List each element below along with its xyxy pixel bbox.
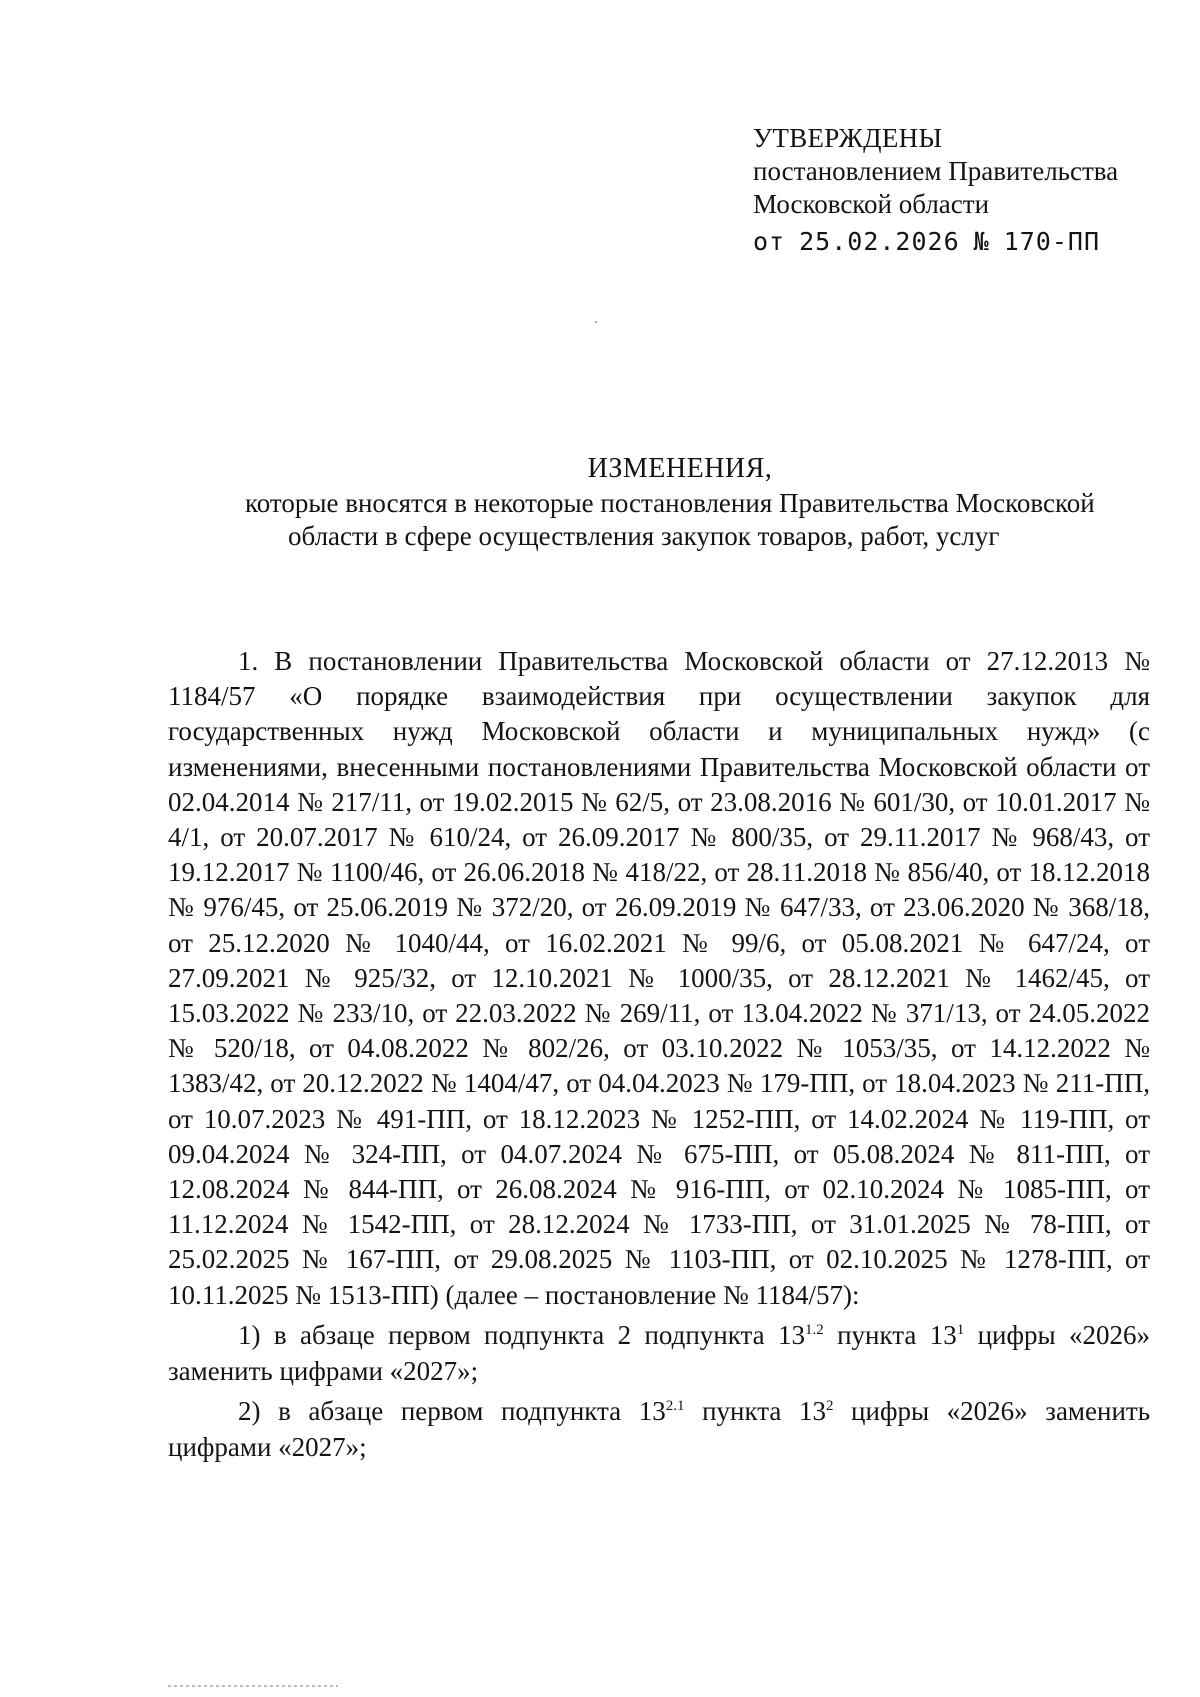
approval-line-1: постановлением Правительства <box>753 156 1119 186</box>
item-1-text-a: 1) в абзаце первом подпункта 2 подпункта 13 <box>238 1319 805 1350</box>
item-1-text-b: пункта 13 <box>823 1319 957 1350</box>
approval-date: 25.02.2026 <box>799 227 960 256</box>
item-2-superscript-1: 2.1 <box>665 1397 685 1414</box>
title-subtitle-line-2: области в сфере осуществления закупок товаров, работ, услуг <box>288 521 1000 551</box>
approval-number-sign: № <box>973 227 990 256</box>
approval-number-line <box>753 225 1118 258</box>
scan-artifact-line <box>168 1685 338 1687</box>
item-1-text-c: цифры «2026» заменить цифрами «2027»; <box>168 1319 1150 1386</box>
approval-from: от <box>753 227 786 256</box>
item-2-text-b: пункта 13 <box>684 1395 826 1426</box>
item-2-text-c: цифры «2026» заменить цифрами «2027»; <box>168 1395 1151 1462</box>
item-1-superscript-2: 1 <box>956 1321 965 1338</box>
title-subtitle-line-1: которые вносятся в некоторые постановления Правительства Московской <box>245 488 1095 518</box>
approval-number: 170-ПП <box>1003 227 1100 256</box>
list-item-1 <box>168 1317 1150 1389</box>
scan-speck <box>595 321 597 323</box>
document-body <box>168 644 1150 1465</box>
item-2-superscript-2: 2 <box>825 1397 834 1414</box>
approval-line-2: Московской области <box>753 189 990 219</box>
item-1-superscript-1: 1.2 <box>804 1321 824 1338</box>
approval-stamp: УТВЕРЖДЕНЫ <box>753 123 943 153</box>
item-2-text-a: 2) в абзаце первом подпункта 13 <box>238 1395 666 1426</box>
title-heading: ИЗМЕНЕНИЯ, <box>587 453 773 484</box>
list-item-2 <box>168 1393 1150 1465</box>
document-title <box>220 452 1140 553</box>
approval-block <box>753 122 1118 258</box>
paragraph-1: 1. В постановлении Правительства Московской области от 27.12.2013 № 1184/57 «О порядке взаимодействия при осуществлении закупок для государственных нужд Московской области и муниципальных нужд» (с изменениями, внесенными постановлениями Правительства Московской области от 02.04.2014 № 217/11, от 19.02.2015 № 62/5, от 23.08.2016 № 601/30, от 10.01.2017 № 4/1, от 20.07.2017 № 610/24, от 26.09.2017 № 800/35, от 29.11.2017 № 968/43, от 19.12.2017 № 1100/46, от 26.06.2018 № 418/22, от 28.11.2018 № 856/40, от 18.12.2018 № 976/45, от 25.06.2019 № 372/20, от 26.09.2019 № 647/33, от 23.06.2020 № 368/18, от 25.12.2020 № 1040/44, от 16.02.2021 № 99/6, от 05.08.2021 № 647/24, от 27.09.2021 № 925/32, от 12.10.2021 № 1000/35, от 28.12.2021 № 1462/45, от 15.03.2022 № 233/10, от 22.03.2022 № 269/11, от 13.04.2022 № 371/13, от 24.05.2022 № 520/18, от 04.08.2022 № 802/26, от 03.10.2022 № 1053/35, от 14.12.2022 № 1383/42, от 20.12.2022 № 1404/47, от 04.04.2023 № 179-ПП, от 18.04.2023 № 211-ПП, от 10.07.2023 № 491-ПП, от 18.12.2023 № 1252-ПП, от 14.02.2024 № 119-ПП, от 09.04.2024 № 324-ПП, от 04.07.2024 № 675-ПП, от 05.08.2024 № 811-ПП, от 12.08.2024 № 844-ПП, от 26.08.2024 № 916-ПП, от 02.10.2024 № 1085-ПП, от 11.12.2024 № 1542-ПП, от 28.12.2024 № 1733-ПП, от 31.01.2025 № 78-ПП, от 25.02.2025 № 167-ПП, от 29.08.2025 № 1103-ПП, от 02.10.2025 № 1278-ПП, от 10.11.2025 № 1513-ПП) (далее – постановление № 1184/57): <box>168 646 1150 1310</box>
